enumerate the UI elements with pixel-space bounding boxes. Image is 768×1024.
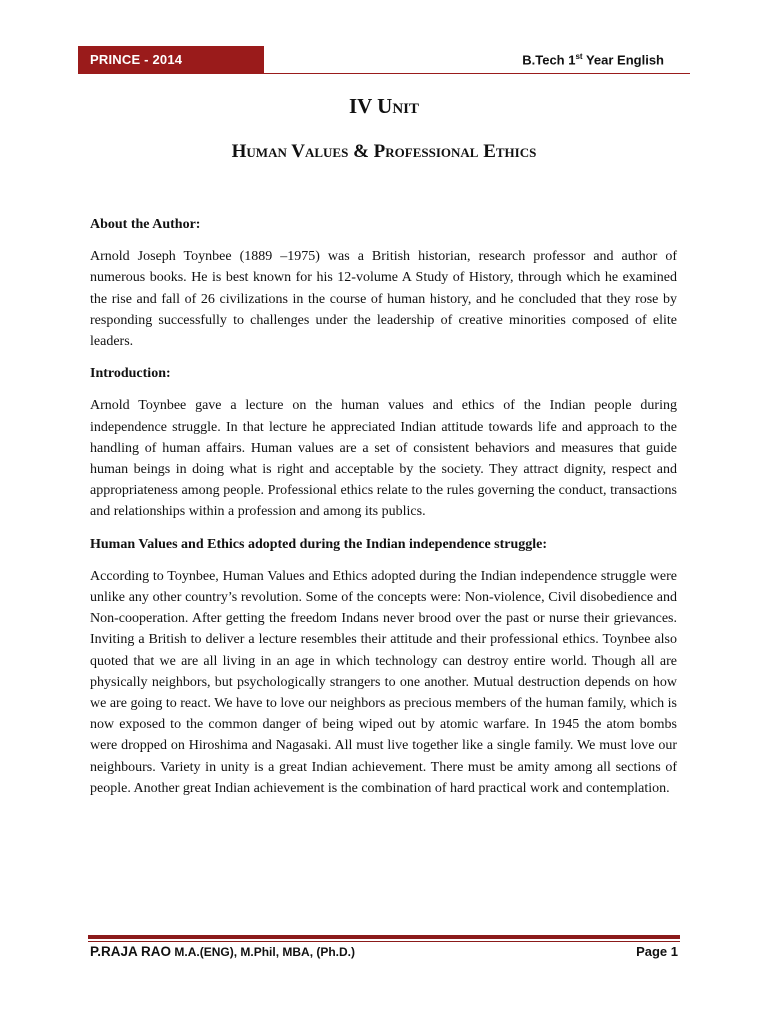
section-text-author: Arnold Joseph Toynbee (1889 –1975) was a British historian, research professor and author of numerous books. He is best known for his 12-volume A Study of History, through which he examined the rise and fall of 26 civilizations in the course of human history, and he concluded that they rose by responding successfully to challenges under the leadership of creative minorities composed of elite leaders.: [90, 249, 677, 350]
header-rule: [264, 73, 690, 74]
footer-rule-thick: [88, 935, 680, 939]
header-course: [522, 52, 664, 67]
page-title: Human Values & Professional Ethics: [231, 141, 537, 162]
course-prefix: B.Tech 1: [522, 52, 576, 68]
section-heading-introduction: Introduction:: [90, 366, 171, 382]
author-credentials: M.A.(ENG), M.Phil, MBA, (Ph.D.): [171, 945, 356, 959]
unit-title: IV Unit: [348, 94, 420, 118]
section-text-introduction: Arnold Toynbee gave a lecture on the human values and ethics of the Indian people during independence struggle. In that lecture he appreciated Indian attitude towards life and approach to the handling of human affairs. Human values are a set of consistent behaviors and measures that guide human beings in doing what is right and acceptable by the society. They attract dignity, respect and appropriateness among people. Professional ethics relate to the rules governing the conduct, transactions and relationships within a profession and among its publics.: [90, 398, 677, 520]
section-text-values: According to Toynbee, Human Values and Ethics adopted during the Indian independence struggle were unlike any other country’s revolution. Some of the concepts were: Non-violence, Civil disobedience and Non-cooperation. After getting the freedom Indans never brood over the past or nurse their grievances. Inviting a British to deliver a lecture resembles their attitude and their professional ethics. Toynbee also quoted that we are all living in an age in which technology can destroy entire world. Though all are physically neighbors, but psychologically strangers to one another. Mutual destruction depends on how we are going to react. We have to love our neighbors as precious members of the human family, which is now exposed to the common danger of being wiped out by atomic warfare. In 1945 the atom bombs were dropped on Hiroshima and Nagasaki. All must live together like a single family. We must love our neighbours. Variety in unity is a great Indian achievement. There must be amity among all sections of people. Another great Indian achievement is the combination of hard practical work and contemplation.: [90, 568, 677, 796]
footer-author: [90, 944, 355, 959]
document-body: [90, 214, 677, 810]
footer-rule-thin: [88, 941, 680, 942]
section-heading-values: Human Values and Ethics adopted during the Indian independence struggle:: [90, 536, 548, 552]
course-suffix: Year English: [582, 52, 664, 68]
section-heading-author: About the Author:: [90, 217, 201, 232]
header-badge: PRINCE - 2014: [78, 46, 264, 74]
page-number: Page 1: [636, 944, 678, 959]
course-superscript: st: [575, 52, 583, 61]
author-name: P.RAJA RAO: [90, 944, 172, 959]
